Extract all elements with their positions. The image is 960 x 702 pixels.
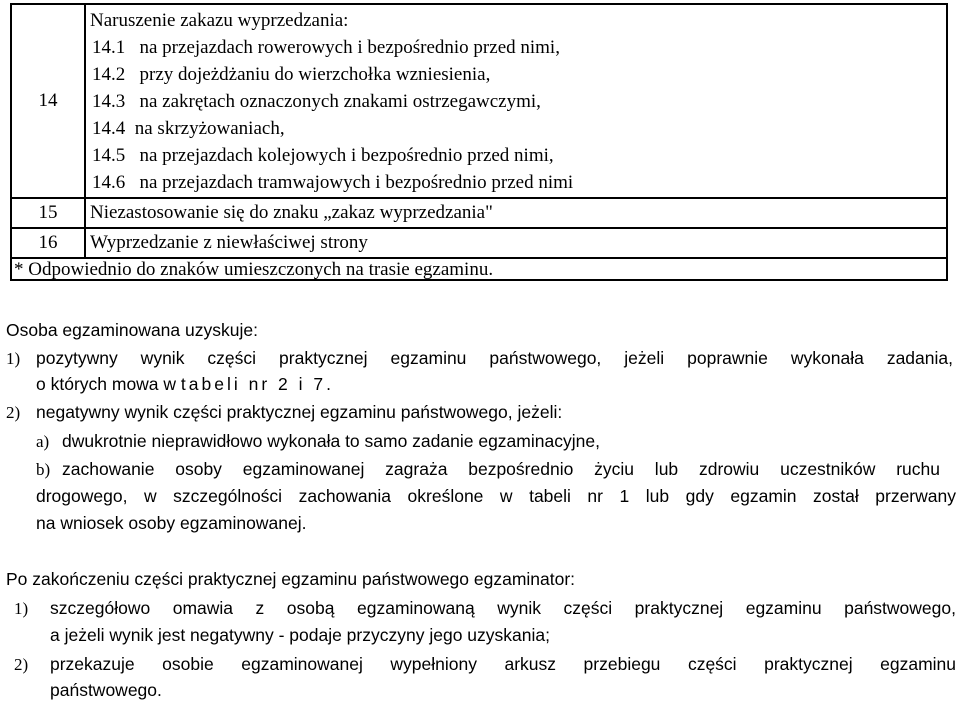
row-15-text-cell — [86, 199, 946, 229]
row-16-text-cell — [86, 229, 946, 259]
section2-item2-label: 2) — [14, 655, 29, 674]
row-16-number: 16 — [38, 232, 58, 253]
section2-intro: Po zakończeniu części praktycznej egzaminu państwowego egzaminator: — [6, 569, 576, 589]
section1-item2b-line3: na wniosek osoby egzaminowanej. — [36, 513, 307, 533]
row-14-text-cell — [86, 5, 946, 199]
row-15-text: Niezastosowanie się do znaku „zakaz wyprzedzania" — [90, 202, 493, 223]
item-14-5: 14.5 na przejazdach kolejowych i bezpośrednio przed nimi, — [92, 145, 554, 166]
item-14-4: 14.4 na skrzyżowaniach, — [92, 118, 285, 139]
row-14-heading: Naruszenie zakazu wyprzedzania: — [90, 10, 349, 31]
row-15-number-cell — [12, 199, 86, 229]
section2-item2-line1: przekazuje osobie egzaminowanej wypełniony arkusz przebiegu części praktycznej egzaminu — [50, 654, 956, 674]
table-footnote: * Odpowiednio do znaków umieszczonych na trasie egzaminu. — [14, 259, 494, 280]
section2-item1-line1: szczegółowo omawia z osobą egzaminowaną wynik części praktycznej egzaminu państwowego, — [50, 598, 956, 618]
section2-item1-label: 1) — [14, 599, 29, 618]
section1-item1-line1: pozytywny wynik części praktycznej egzaminu państwowego, jeżeli poprawnie wykonała zadania, — [36, 348, 953, 368]
section2-item2-line2: państwowego. — [50, 680, 162, 700]
row-15-number: 15 — [38, 202, 58, 223]
item-14-3: 14.3 na zakrętach oznaczonych znakami ostrzegawczymi, — [92, 91, 541, 112]
item-14-1: 14.1 na przejazdach rowerowych i bezpośrednio przed nimi, — [92, 37, 560, 58]
section1-item1-line2: o których mowa w tabeli nr 2 i 7. — [36, 374, 334, 394]
section1-item1-label: 1) — [6, 349, 21, 368]
item-14-6: 14.6 na przejazdach tramwajowych i bezpośrednio przed nimi — [92, 172, 574, 193]
violations-table — [10, 3, 948, 281]
row-14-number: 14 — [38, 90, 58, 111]
section1-item2-label: 2) — [6, 403, 21, 422]
table-footnote-cell — [12, 259, 946, 279]
section1-item2b-line1: zachowanie osoby egzaminowanej zagraża bezpośrednio życiu lub zdrowiu uczestników ruchu — [62, 459, 940, 479]
row-16-number-cell — [12, 229, 86, 259]
section1-item2b-label: b) — [36, 460, 51, 479]
section2-item1-line2: a jeżeli wynik jest negatywny - podaje przyczyny jego uzyskania; — [50, 625, 550, 645]
section1-item2b-line2: drogowego, w szczególności zachowania określone w tabeli nr 1 lub gdy egzamin został przerwany — [36, 486, 956, 506]
section1-intro: Osoba egzaminowana uzyskuje: — [6, 320, 258, 340]
section1-item2a-text: dwukrotnie nieprawidłowo wykonała to samo zadanie egzaminacyjne, — [62, 431, 600, 451]
section1-item2-text: negatywny wynik części praktycznej egzaminu państwowego, jeżeli: — [36, 402, 563, 422]
section1-item2a-label: a) — [36, 432, 50, 451]
item-14-2: 14.2 przy dojeżdżaniu do wierzchołka wzniesienia, — [92, 64, 491, 85]
row-14-number-cell — [12, 5, 86, 199]
row-16-text: Wyprzedzanie z niewłaściwej strony — [90, 232, 368, 253]
